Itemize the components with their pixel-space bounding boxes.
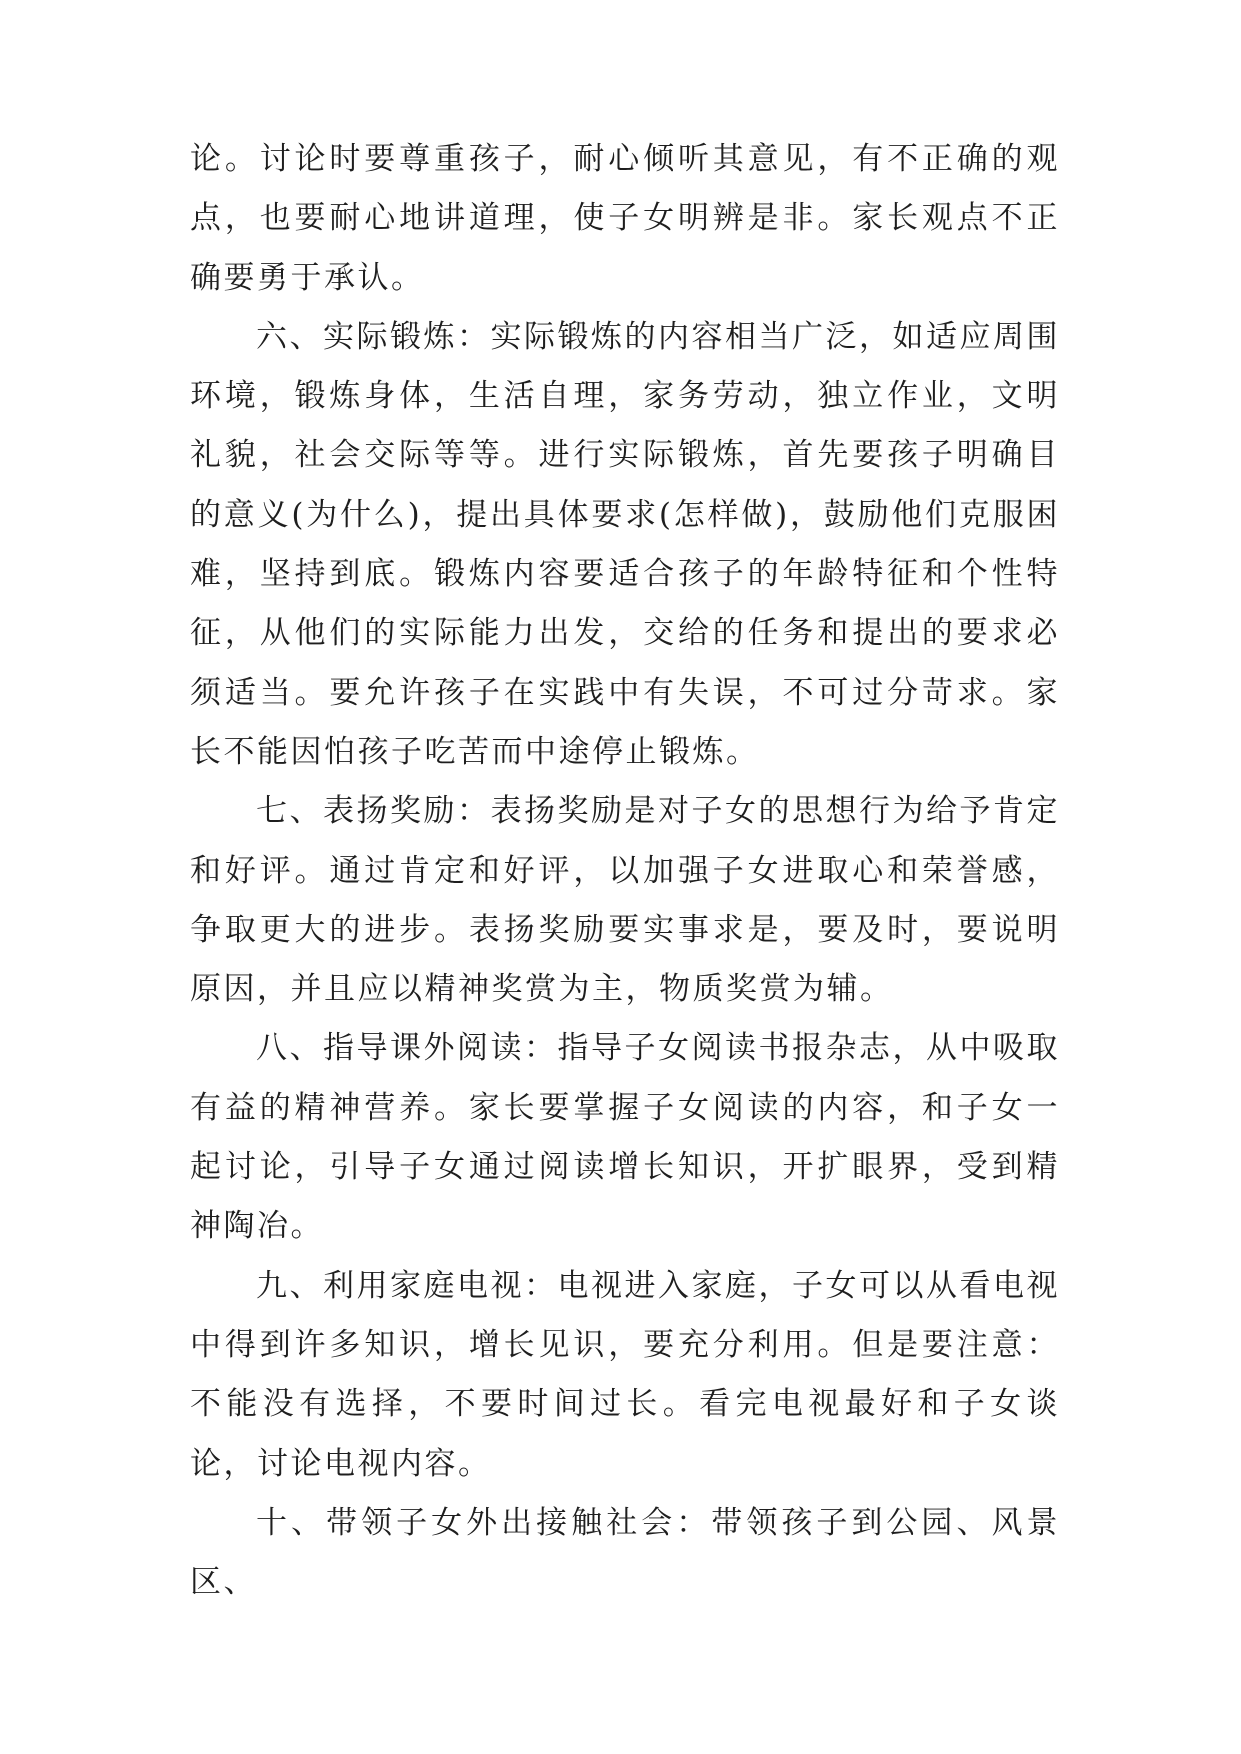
paragraph-extracurricular-reading: 八、指导课外阅读：指导子女阅读书报杂志，从中吸取有益的精神营养。家长要掌握子女阅读的内容，和子女一起讨论，引导子女通过阅读增长知识，开扩眼界，受到精神陶冶。 bbox=[190, 1030, 1060, 1245]
paragraph-family-television: 九、利用家庭电视：电视进入家庭，子女可以从看电视中得到许多知识，增长见识，要充分利用。但是要注意：不能没有选择，不要时间过长。看完电视最好和子女谈论，讨论电视内容。 bbox=[190, 1267, 1060, 1482]
paragraph-social-contact: 十、带领子女外出接触社会：带领孩子到公园、风景区、 bbox=[190, 1504, 1060, 1601]
paragraph-continuation: 论。讨论时要尊重孩子，耐心倾听其意见，有不正确的观点，也要耐心地讲道理，使子女明辨是非。家长观点不正确要勇于承认。 bbox=[190, 141, 1060, 296]
document-body bbox=[190, 130, 1060, 1612]
paragraph-praise-reward: 七、表扬奖励：表扬奖励是对子女的思想行为给予肯定和好评。通过肯定和好评，以加强子女进取心和荣誉感，争取更大的进步。表扬奖励要实事求是，要及时，要说明原因，并且应以精神奖赏为主，物质奖赏为辅。 bbox=[190, 793, 1060, 1008]
paragraph-practical-training: 六、实际锻炼：实际锻炼的内容相当广泛，如适应周围环境，锻炼身体，生活自理，家务劳动，独立作业，文明礼貌，社会交际等等。进行实际锻炼，首先要孩子明确目的意义(为什么)，提出具体要求(怎样做)，鼓励他们克服困难，坚持到底。锻炼内容要适合孩子的年龄特征和个性特征，从他们的实际能力出发，交给的任务和提出的要求必须适当。要允许孩子在实践中有失误，不可过分苛求。家长不能因怕孩子吃苦而中途停止锻炼。 bbox=[190, 318, 1060, 770]
